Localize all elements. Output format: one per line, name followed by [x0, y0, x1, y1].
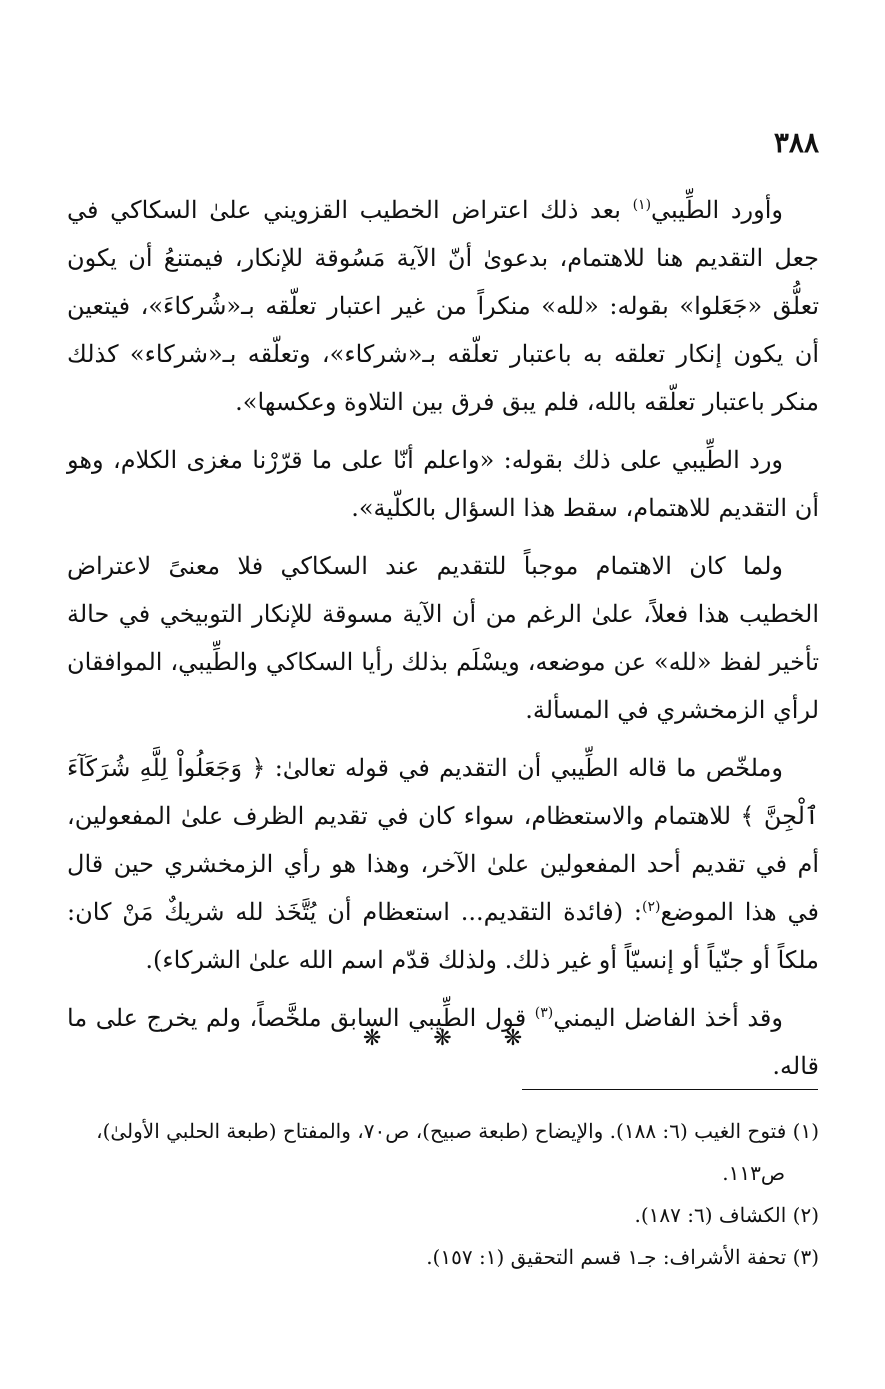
paragraph-1-text-end: بعد ذلك اعتراض الخطيب القزويني علىٰ السكاكي في جعل التقديم هنا للاهتمام، بدعوىٰ أنّ الآية مَسُوقة للإنكار، فيمتنعُ أن يكون تعلُّق «جَعَلوا» بقوله: «لله» منكراً من غير اعتبار تعلّقه بـ«شُركاءَ»، فيتعين أن يكون إنكار تعلقه به باعتبار تعلّقه بـ«شركاء»، وتعلّقه بـ«شركاء» كذلك منكر باعتبار تعلّقه بالله، فلم يبق فرق بين التلاوة وعكسها». — [67, 196, 819, 416]
footnotes — [67, 1112, 819, 1280]
paragraph-2: ورد الطِّيبي على ذلك بقوله: «واعلم أنّا على ما قرّرْنا مغزى الكلام، وهو أن التقديم للاهتمام، سقط هذا السؤال بالكلّية». — [67, 446, 819, 522]
paragraph-1 — [67, 186, 819, 426]
body-text — [67, 186, 819, 1090]
paragraph-1-text-start: وأورد الطِّيبي — [651, 196, 783, 224]
star-ornament-icon: ❋ — [362, 1026, 382, 1051]
footnote-ref-2: (٢) — [642, 899, 661, 915]
footnote-1-continuation: ص١١٣. — [722, 1161, 785, 1185]
page-number: ٣٨٨ — [773, 126, 819, 159]
paragraph-4-text-start: وملخّص ما قاله الطِّيبي أن التقديم في قوله تعالىٰ: ﴿ وَجَعَلُواْ لِلَّهِ شُرَكَآءَ ٱلْجِنَّ ﴾ للاهتمام والاستعظام، سواء كان في تقديم الظرف علىٰ المفعولين، أم في تقديم أحد المفعولين علىٰ الآخر، وهذا هو رأي الزمخشري حين قال في هذا الموضع — [67, 754, 820, 926]
footnote-divider — [522, 1089, 818, 1090]
section-separator — [0, 1026, 885, 1051]
paragraph-5-text-end: قول الطِّيبي السابق ملخَّصاً، ولم يخرج على ما قاله. — [67, 1004, 819, 1080]
paragraph-4 — [67, 744, 819, 984]
footnote-ref-3: (٣) — [534, 1005, 554, 1021]
footnote-3: (٣) تحفة الأشراف: جـ١ قسم التحقيق (١: ١٥٧). — [426, 1245, 819, 1269]
paragraph-5-text-start: وقد أخذ الفاضل اليمني — [553, 1004, 783, 1032]
footnote-1: (١) فتوح الغيب (٦: ١٨٨). والإيضاح (طبعة صبيح)، ص٧٠، والمفتاح (طبعة الحلبي الأولىٰ)، — [96, 1119, 819, 1143]
paragraph-4-text-end: : (فائدة التقديم... استعظام أن يُتَّخَذ لله شريكٌ مَنْ كان: ملكاً أو جنّياً أو إنسيّاً أو غير ذلك. ولذلك قدّم اسم الله علىٰ الشركاء). — [67, 898, 819, 974]
star-ornament-icon: ❋ — [503, 1026, 523, 1051]
paragraph-3: ولما كان الاهتمام موجباً للتقديم عند السكاكي فلا معنىً لاعتراض الخطيب هذا فعلاً، علىٰ الرغم من أن الآية مسوقة للإنكار التوبيخي في حالة تأخير لفظ «لله» عن موضعه، ويسْلَم بذلك رأيا السكاكي والطِّيبي، الموافقان لرأي الزمخشري في المسألة. — [67, 552, 819, 724]
footnote-ref-1: (١) — [632, 197, 652, 213]
footnote-2: (٢) الكشاف (٦: ١٨٧). — [634, 1203, 819, 1227]
star-ornament-icon: ❋ — [433, 1026, 452, 1051]
